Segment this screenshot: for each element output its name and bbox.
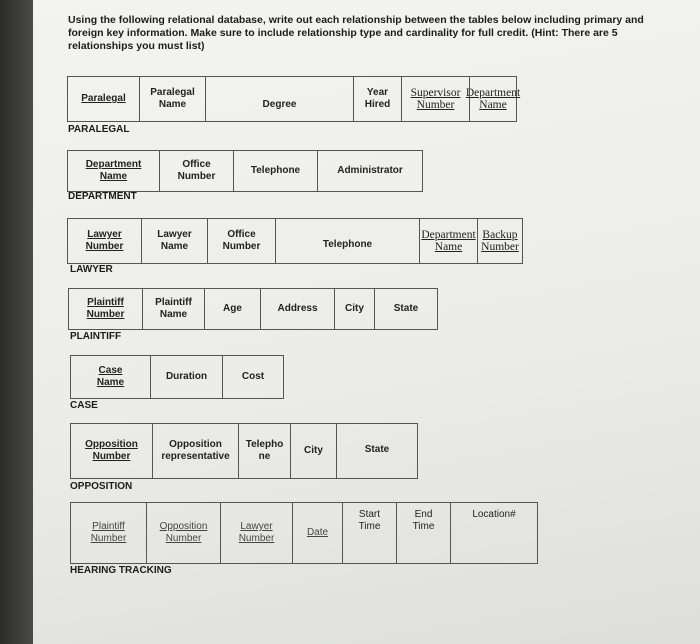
question-prompt: Using the following relational database, write out each relationship between the tables below including primary and foreign key information. Make sure to include relationship type and cardinality for full credit. (Hint: There are 5 relationships you must list) — [68, 14, 644, 52]
table-name-lawyer: LAWYER — [70, 264, 113, 275]
col-end-time: End Time — [397, 503, 451, 563]
table-name-hearing-tracking: HEARING TRACKING — [70, 565, 172, 576]
col-plaintiff-number: Plaintiff Number — [71, 503, 147, 563]
table-name-case: CASE — [70, 400, 98, 411]
table-name-department: DEPARTMENT — [68, 191, 137, 202]
col-city: City — [291, 424, 337, 478]
col-case-name: Case Name — [71, 356, 151, 398]
col-opposition-number: Opposition Number — [147, 503, 221, 563]
lawyer-table — [67, 218, 523, 264]
col-address: Address — [261, 289, 335, 329]
col-cost: Cost — [241, 371, 265, 382]
col-telephone: Telephone — [234, 151, 318, 191]
col-location: Location# — [472, 509, 516, 520]
col-degree: Degree — [206, 77, 354, 121]
col-paralegal: Paralegal — [68, 77, 140, 121]
col-department-name: Department Name — [68, 151, 160, 191]
col-backup-number: Backup Number — [481, 229, 519, 253]
paralegal-table — [67, 76, 521, 122]
col-start-time: Start Time — [343, 503, 397, 563]
col-lawyer-number: Lawyer Number — [68, 219, 142, 263]
opposition-table — [70, 423, 418, 479]
col-department-name: Department Name — [420, 219, 478, 263]
col-office-number: Office Number — [208, 219, 276, 263]
col-state: State — [393, 303, 419, 314]
col-state: State — [364, 444, 390, 455]
col-city: City — [335, 289, 375, 329]
col-plaintiff-name: Plaintiff Name — [143, 289, 205, 329]
table-name-plaintiff: PLAINTIFF — [70, 331, 122, 342]
col-date: Date — [293, 503, 343, 563]
col-office-number: Office Number — [160, 151, 234, 191]
department-table — [67, 150, 423, 192]
col-lawyer-number: Lawyer Number — [221, 503, 293, 563]
col-lawyer-name: Lawyer Name — [142, 219, 208, 263]
col-paralegal-name: Paralegal Name — [140, 77, 206, 121]
hearing-tracking-table — [70, 502, 538, 564]
col-plaintiff-number: Plaintiff Number — [69, 289, 143, 329]
col-supervisor-number: Supervisor Number — [402, 77, 470, 121]
col-year-hired: Year Hired — [354, 77, 402, 121]
col-telephone: Telephone — [276, 219, 420, 263]
col-opposition-representative: Opposition representative — [153, 424, 239, 478]
col-department-name: Department Name — [465, 87, 521, 111]
case-table — [70, 355, 284, 399]
col-opposition-number: Opposition Number — [71, 424, 153, 478]
background-edge — [0, 0, 33, 644]
col-duration: Duration — [151, 356, 223, 398]
col-telephone: Telepho ne — [239, 424, 291, 478]
col-age: Age — [205, 289, 261, 329]
plaintiff-table — [68, 288, 438, 330]
table-name-opposition: OPPOSITION — [70, 481, 133, 492]
col-administrator: Administrator — [337, 165, 403, 176]
table-name-paralegal: PARALEGAL — [68, 124, 130, 135]
